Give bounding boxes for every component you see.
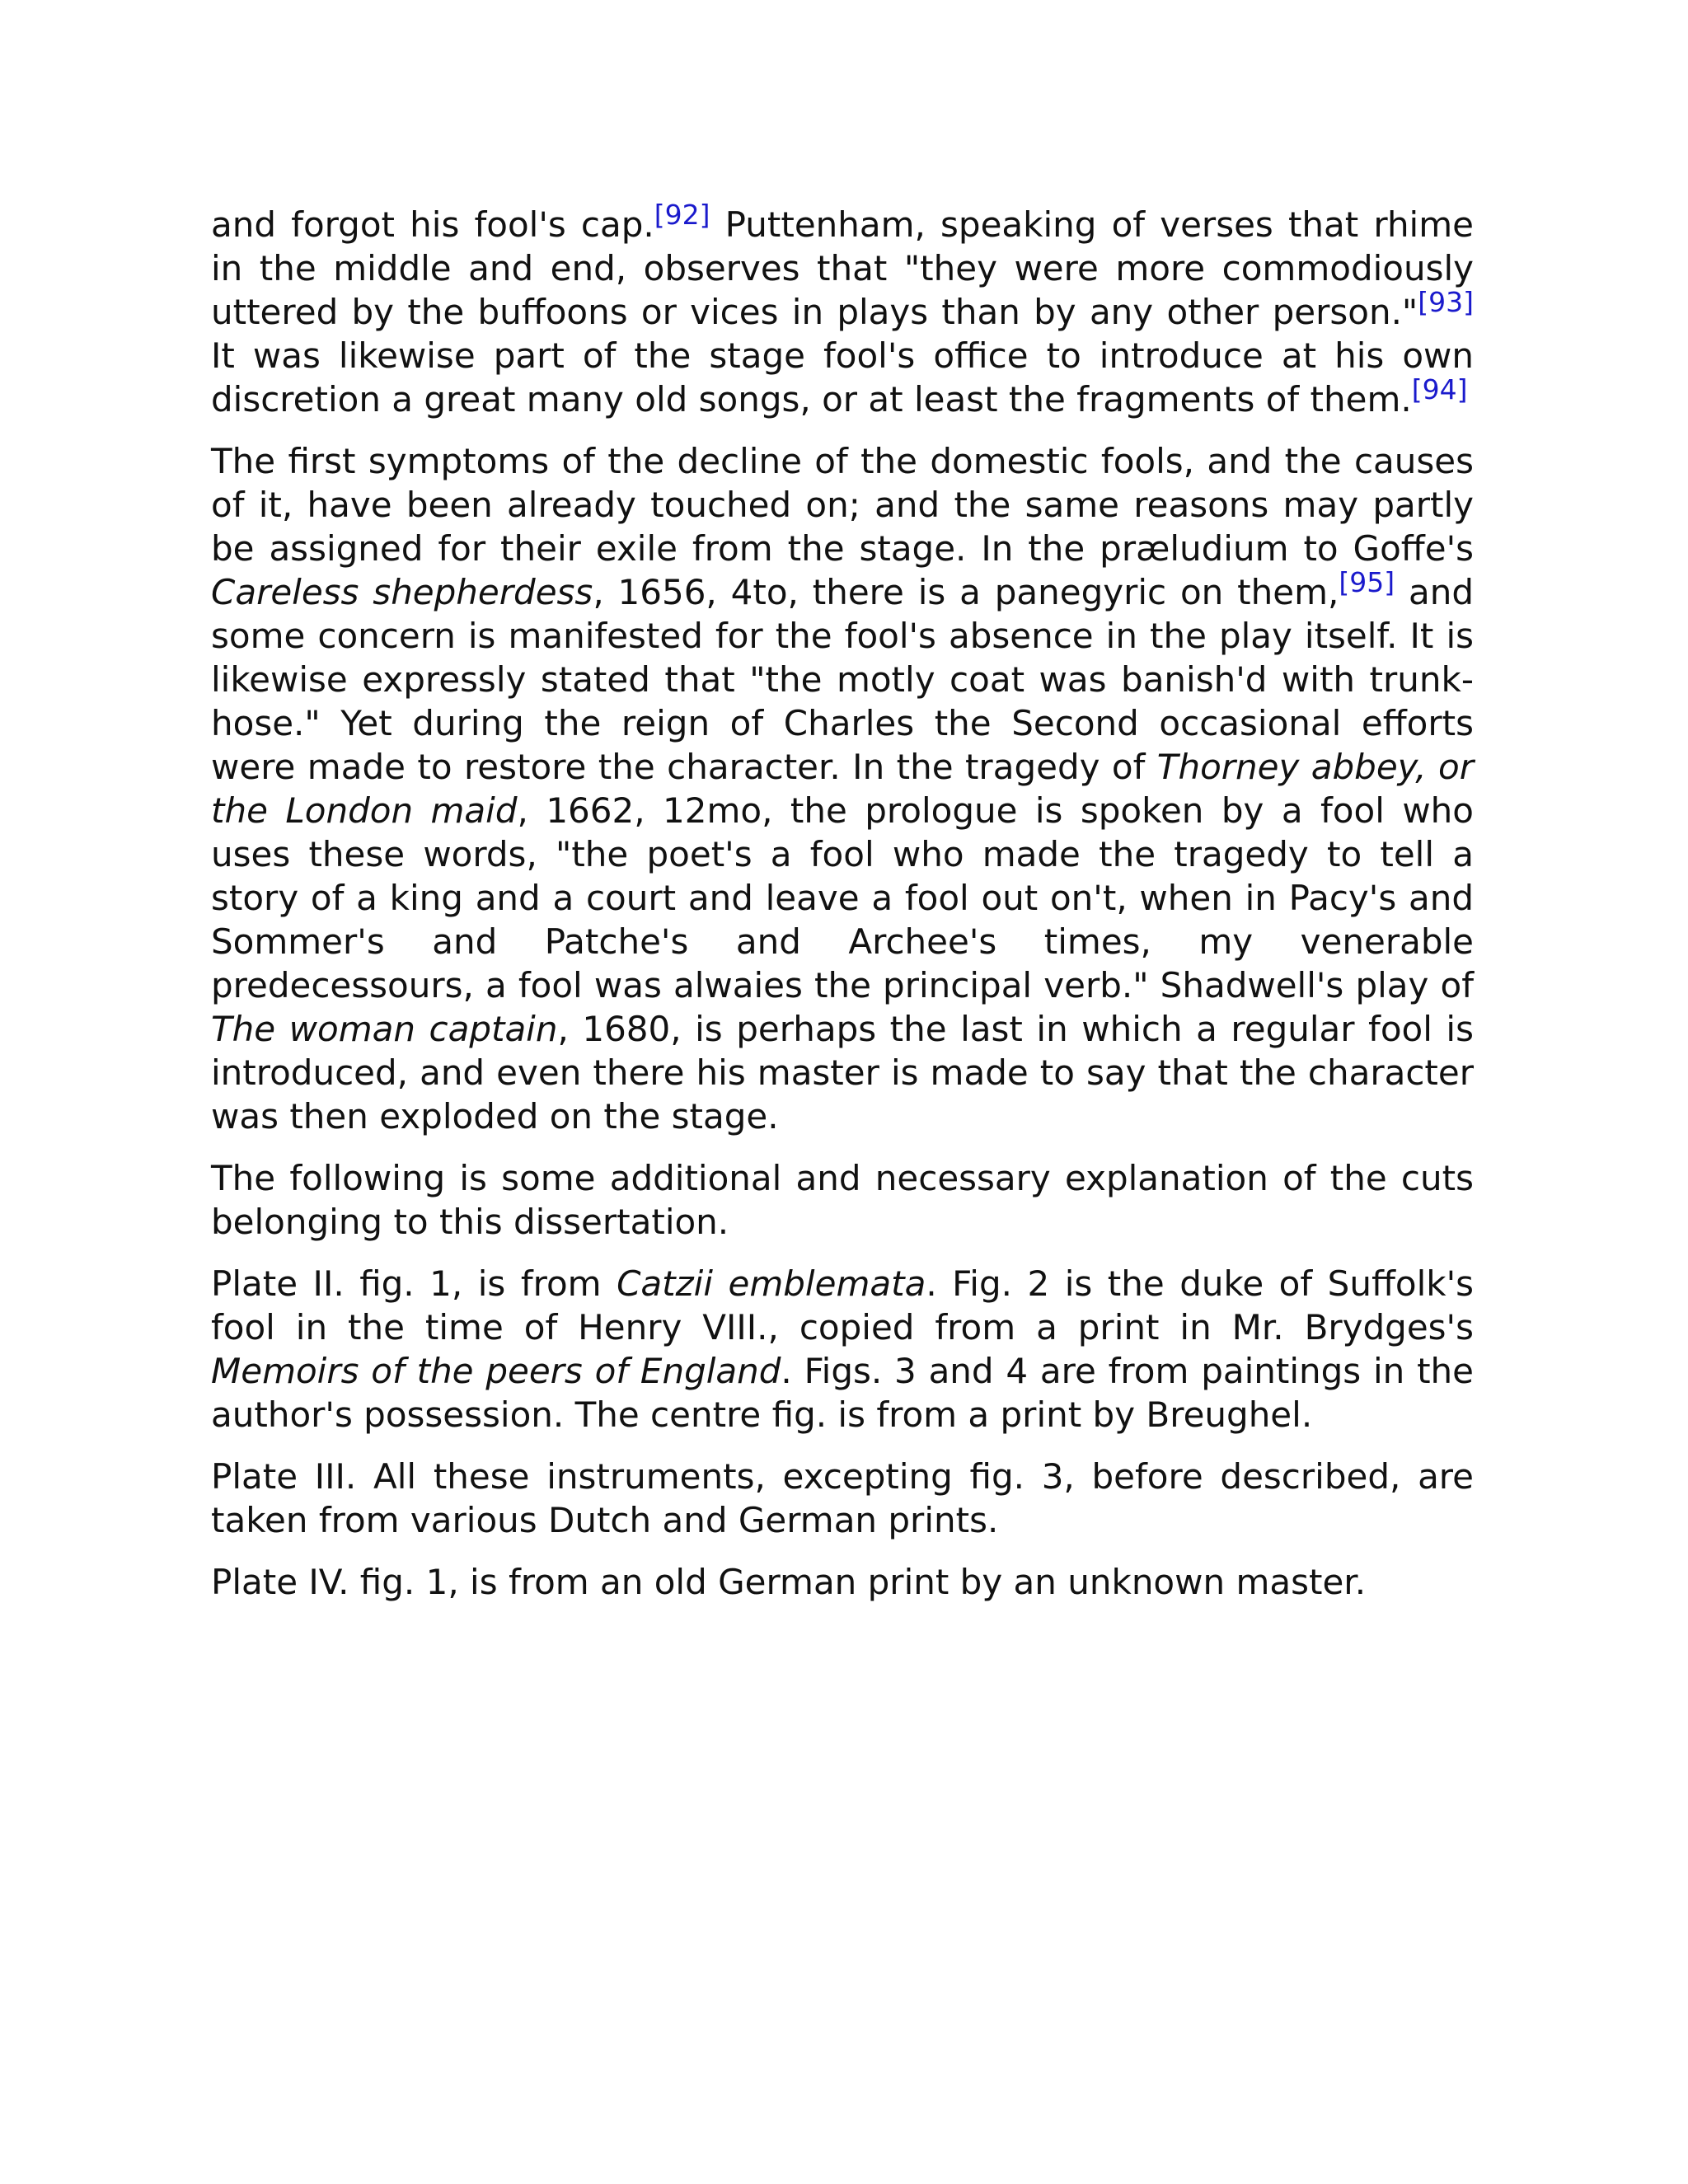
footnote-link-94[interactable]: [94] [1411, 373, 1468, 405]
text-run: and some concern is manifested for the fool's absence in the play itself. It is likewise expressly stated that "the motly coat was banish'd with trunk-hose." Yet during the reign of Charles the Second occasional efforts were made to restore the character. In the tragedy of [211, 572, 1475, 787]
text-run: Plate IV. fig. 1, is from an old German print by an unknown master. [211, 1562, 1367, 1602]
text-run: . Figs. 3 and 4 are from paintings in the author's possession. The centre fig. is from a print by Breughel. [211, 1351, 1475, 1435]
text-run: and forgot his fool's cap. [211, 204, 654, 245]
paragraph-2 [211, 439, 1474, 1138]
text-run: , 1662, 12mo, the prologue is spoken by a fool who uses these words, "the poet's a fool who made the tragedy to tell a story of a king and a court and leave a fool out on't, when in Pacy's and Sommer's and Patche's and Archee's times, my venerable predecessours, a fool was alwaies the principal verb." Shadwell's play of [211, 790, 1474, 1005]
text-run: Plate II. fig. 1, is from [211, 1263, 617, 1304]
text-run: The first symptoms of the decline of the domestic fools, and the causes of it, have been already touched on; and the same reasons may partly be assigned for their exile from the stage. In the præludium to Goffe's [211, 441, 1474, 569]
italic-title-catzii-emblemata: Catzii emblemata [617, 1263, 926, 1304]
text-run: It was likewise part of the stage fool's office to introduce at his own discretion a great many old songs, or at least the fragments of them. [211, 335, 1474, 419]
document-page [211, 199, 1475, 1622]
footnote-link-95[interactable]: [95] [1339, 566, 1395, 598]
text-run: The following is some additional and necessary explanation of the cuts belonging to this dissertation. [211, 1158, 1474, 1242]
italic-title-woman-captain: The woman captain [211, 1009, 558, 1049]
footnote-link-92[interactable]: [92] [654, 199, 710, 231]
text-run: , 1656, 4to, there is a panegyric on them, [593, 572, 1339, 612]
paragraph-4 [211, 1262, 1474, 1436]
paragraph-5 [211, 1455, 1474, 1542]
text-run: . Fig. 2 is the duke of Suffolk's fool in the time of Henry VIII., copied from a print in Mr. Brydges's [211, 1263, 1475, 1347]
paragraph-6 [211, 1560, 1474, 1604]
italic-title-thorney-abbey: Thorney abbey, or the London maid [211, 747, 1475, 831]
italic-title-careless-shepherdess: Careless shepherdess [211, 572, 593, 612]
italic-title-memoirs-peers: Memoirs of the peers of England [211, 1351, 781, 1391]
text-run: Puttenham, speaking of verses that rhime in the middle and end, observes that "they were more commodiously uttered by the buffoons or vices in plays than by any other person." [211, 204, 1474, 332]
text-run: Plate III. All these instruments, excepting fig. 3, before described, are taken from various Dutch and German prints. [211, 1456, 1474, 1540]
paragraph-3 [211, 1156, 1474, 1244]
text-run: , 1680, is perhaps the last in which a regular fool is introduced, and even there his master is made to say that the character was then exploded on the stage. [211, 1009, 1474, 1137]
footnote-link-93[interactable]: [93] [1418, 286, 1474, 318]
paragraph-1 [211, 199, 1474, 421]
